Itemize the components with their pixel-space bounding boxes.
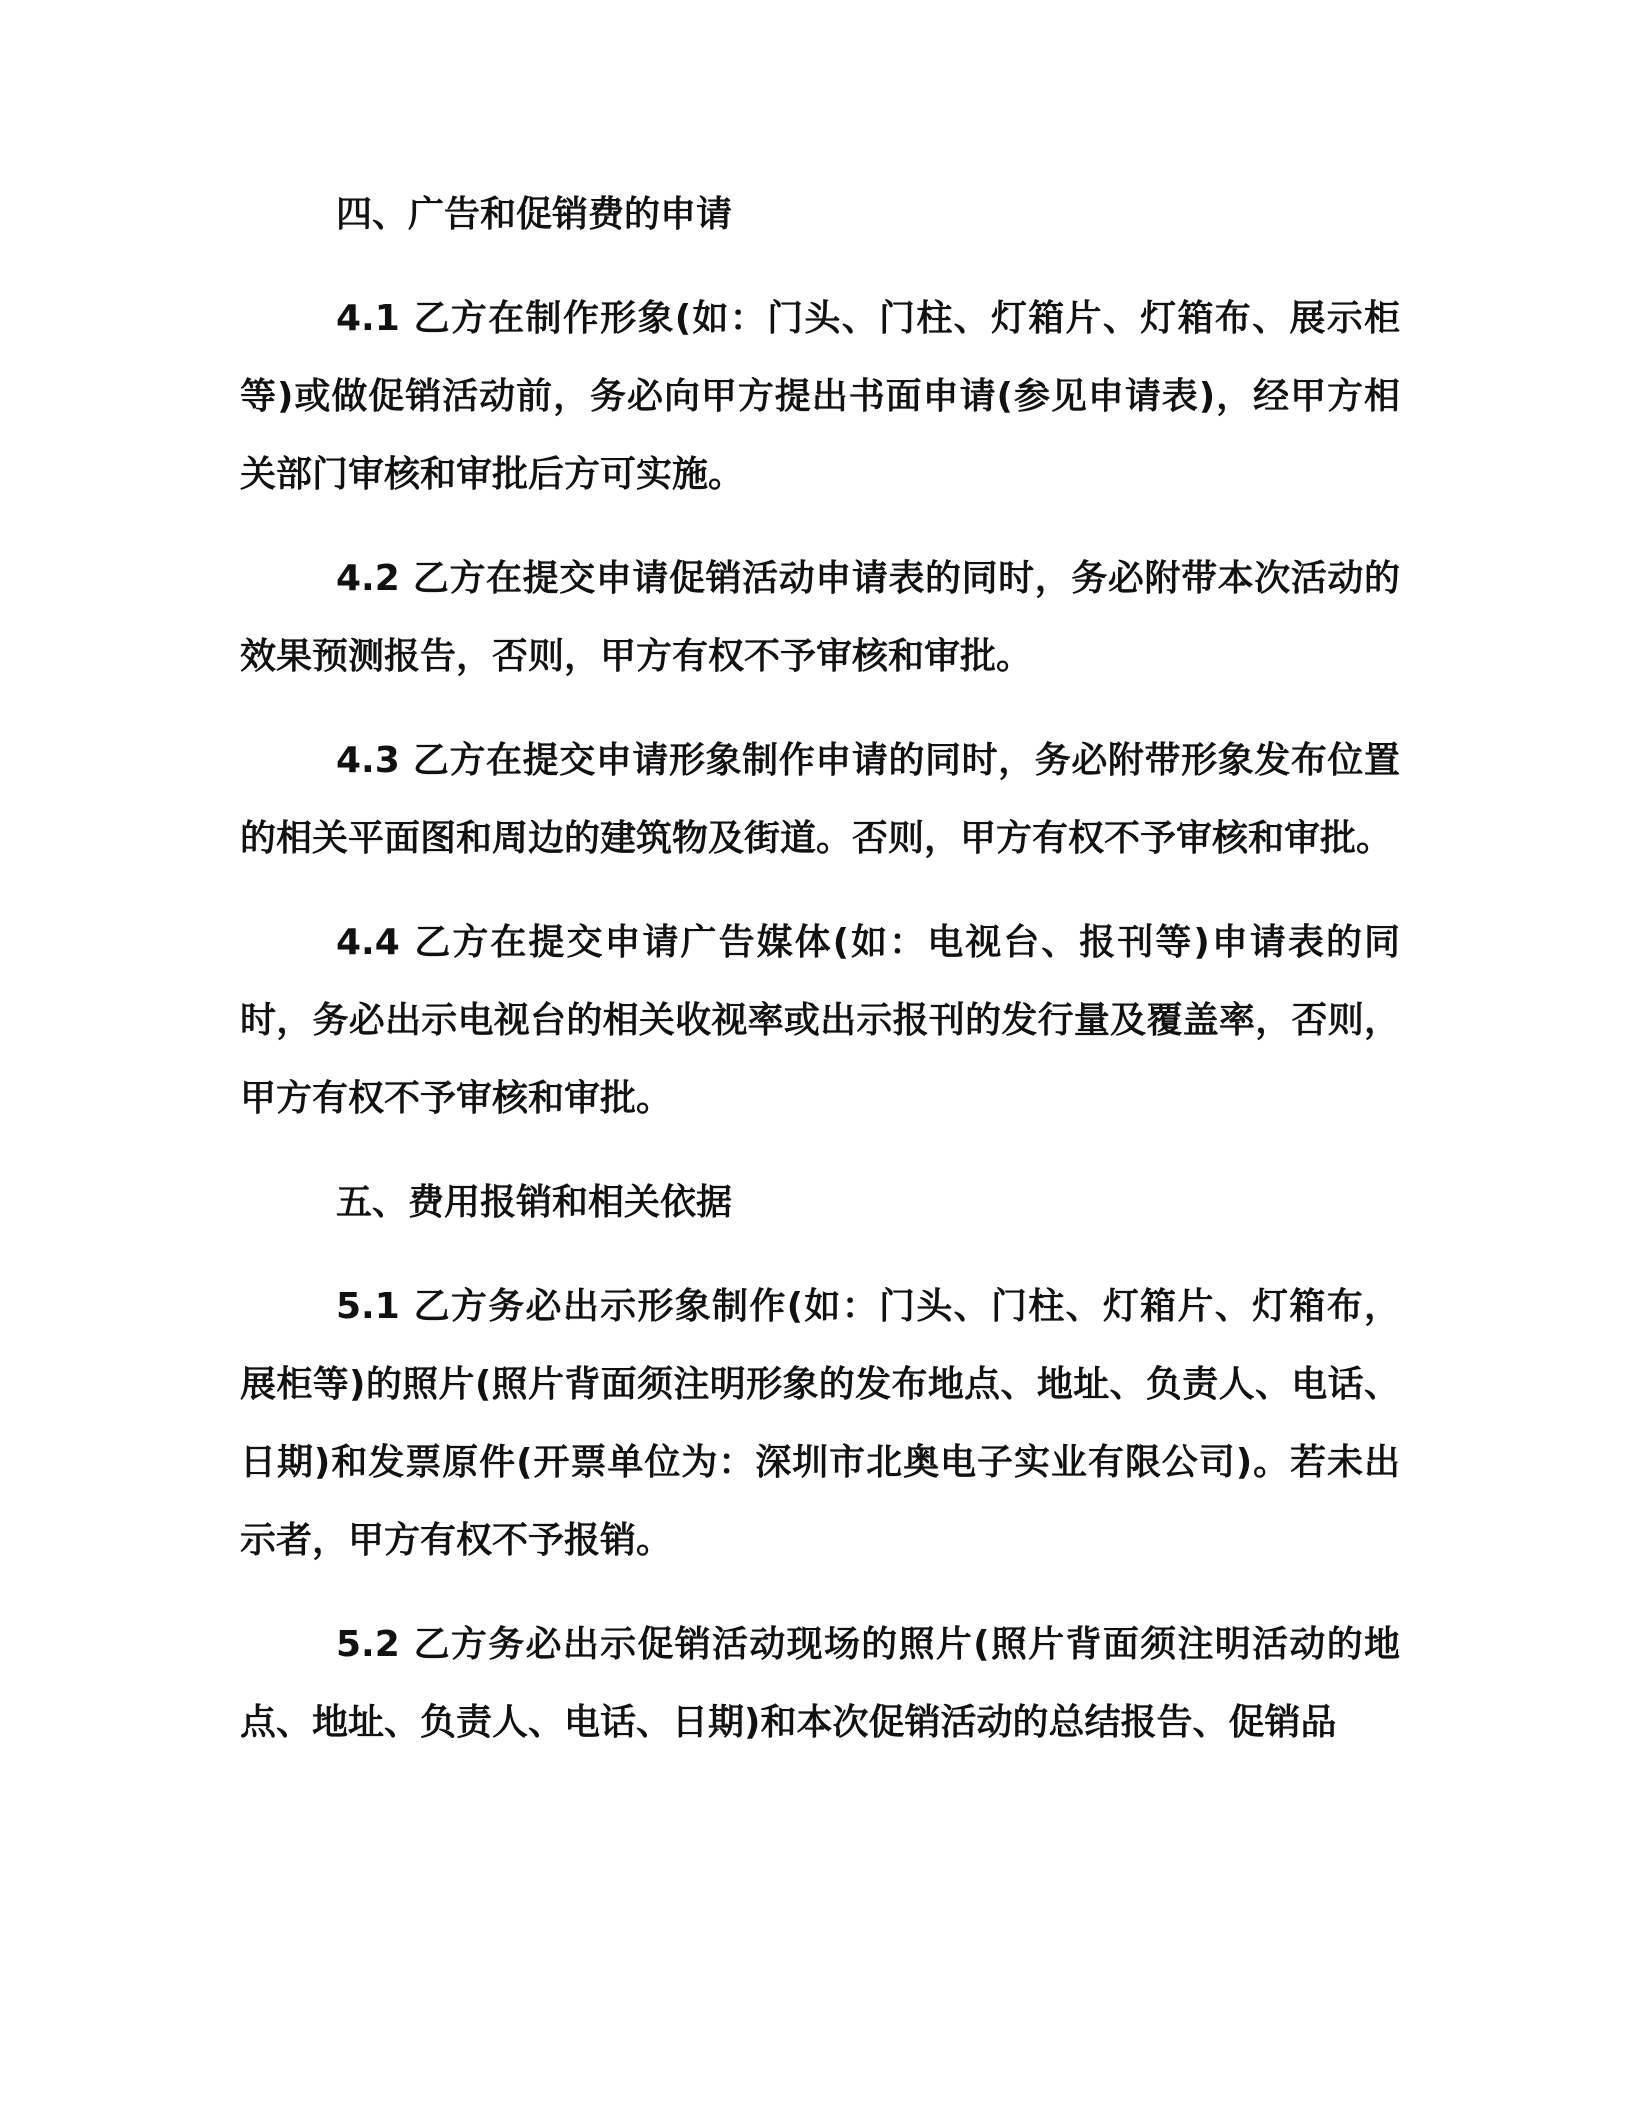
paragraph-5-1: 5.1 乙方务必出示形象制作(如：门头、门柱、灯箱片、灯箱布，展柜等)的照片(照片背面须注明形象的发布地点、地址、负责人、电话、日期)和发票原件(开票单位为：深圳市北奥电子实业有限公司)。若未出示者，甲方有权不予报销。 xyxy=(240,1286,1400,1561)
paragraph-4-3: 4.3 乙方在提交申请形象制作申请的同时，务必附带形象发布位置的相关平面图和周边的建筑物及街道。否则，甲方有权不予审核和审批。 xyxy=(240,740,1400,859)
section-heading: 四、广告和促销费的申请 xyxy=(336,194,733,235)
paragraph-4-1: 4.1 乙方在制作形象(如：门头、门柱、灯箱片、灯箱布、展示柜等)或做促销活动前，务必向甲方提出书面申请(参见申请表)，经甲方相关部门审核和审批后方可实施。 xyxy=(240,298,1400,495)
paragraph-4-2: 4.2 乙方在提交申请促销活动申请表的同时，务必附带本次活动的效果预测报告，否则，甲方有权不予审核和审批。 xyxy=(240,558,1400,677)
paragraph-5-2: 5.2 乙方务必出示促销活动现场的照片(照片背面须注明活动的地点、地址、负责人、电话、日期)和本次促销活动的总结报告、促销品 xyxy=(240,1624,1400,1743)
document-body xyxy=(240,176,1400,1788)
paragraph-4-4: 4.4 乙方在提交申请广告媒体(如：电视台、报刊等)申请表的同时，务必出示电视台的相关收视率或出示报刊的发行量及覆盖率，否则，甲方有权不予审核和审批。 xyxy=(240,922,1400,1119)
section-heading: 五、费用报销和相关依据 xyxy=(336,1182,733,1223)
